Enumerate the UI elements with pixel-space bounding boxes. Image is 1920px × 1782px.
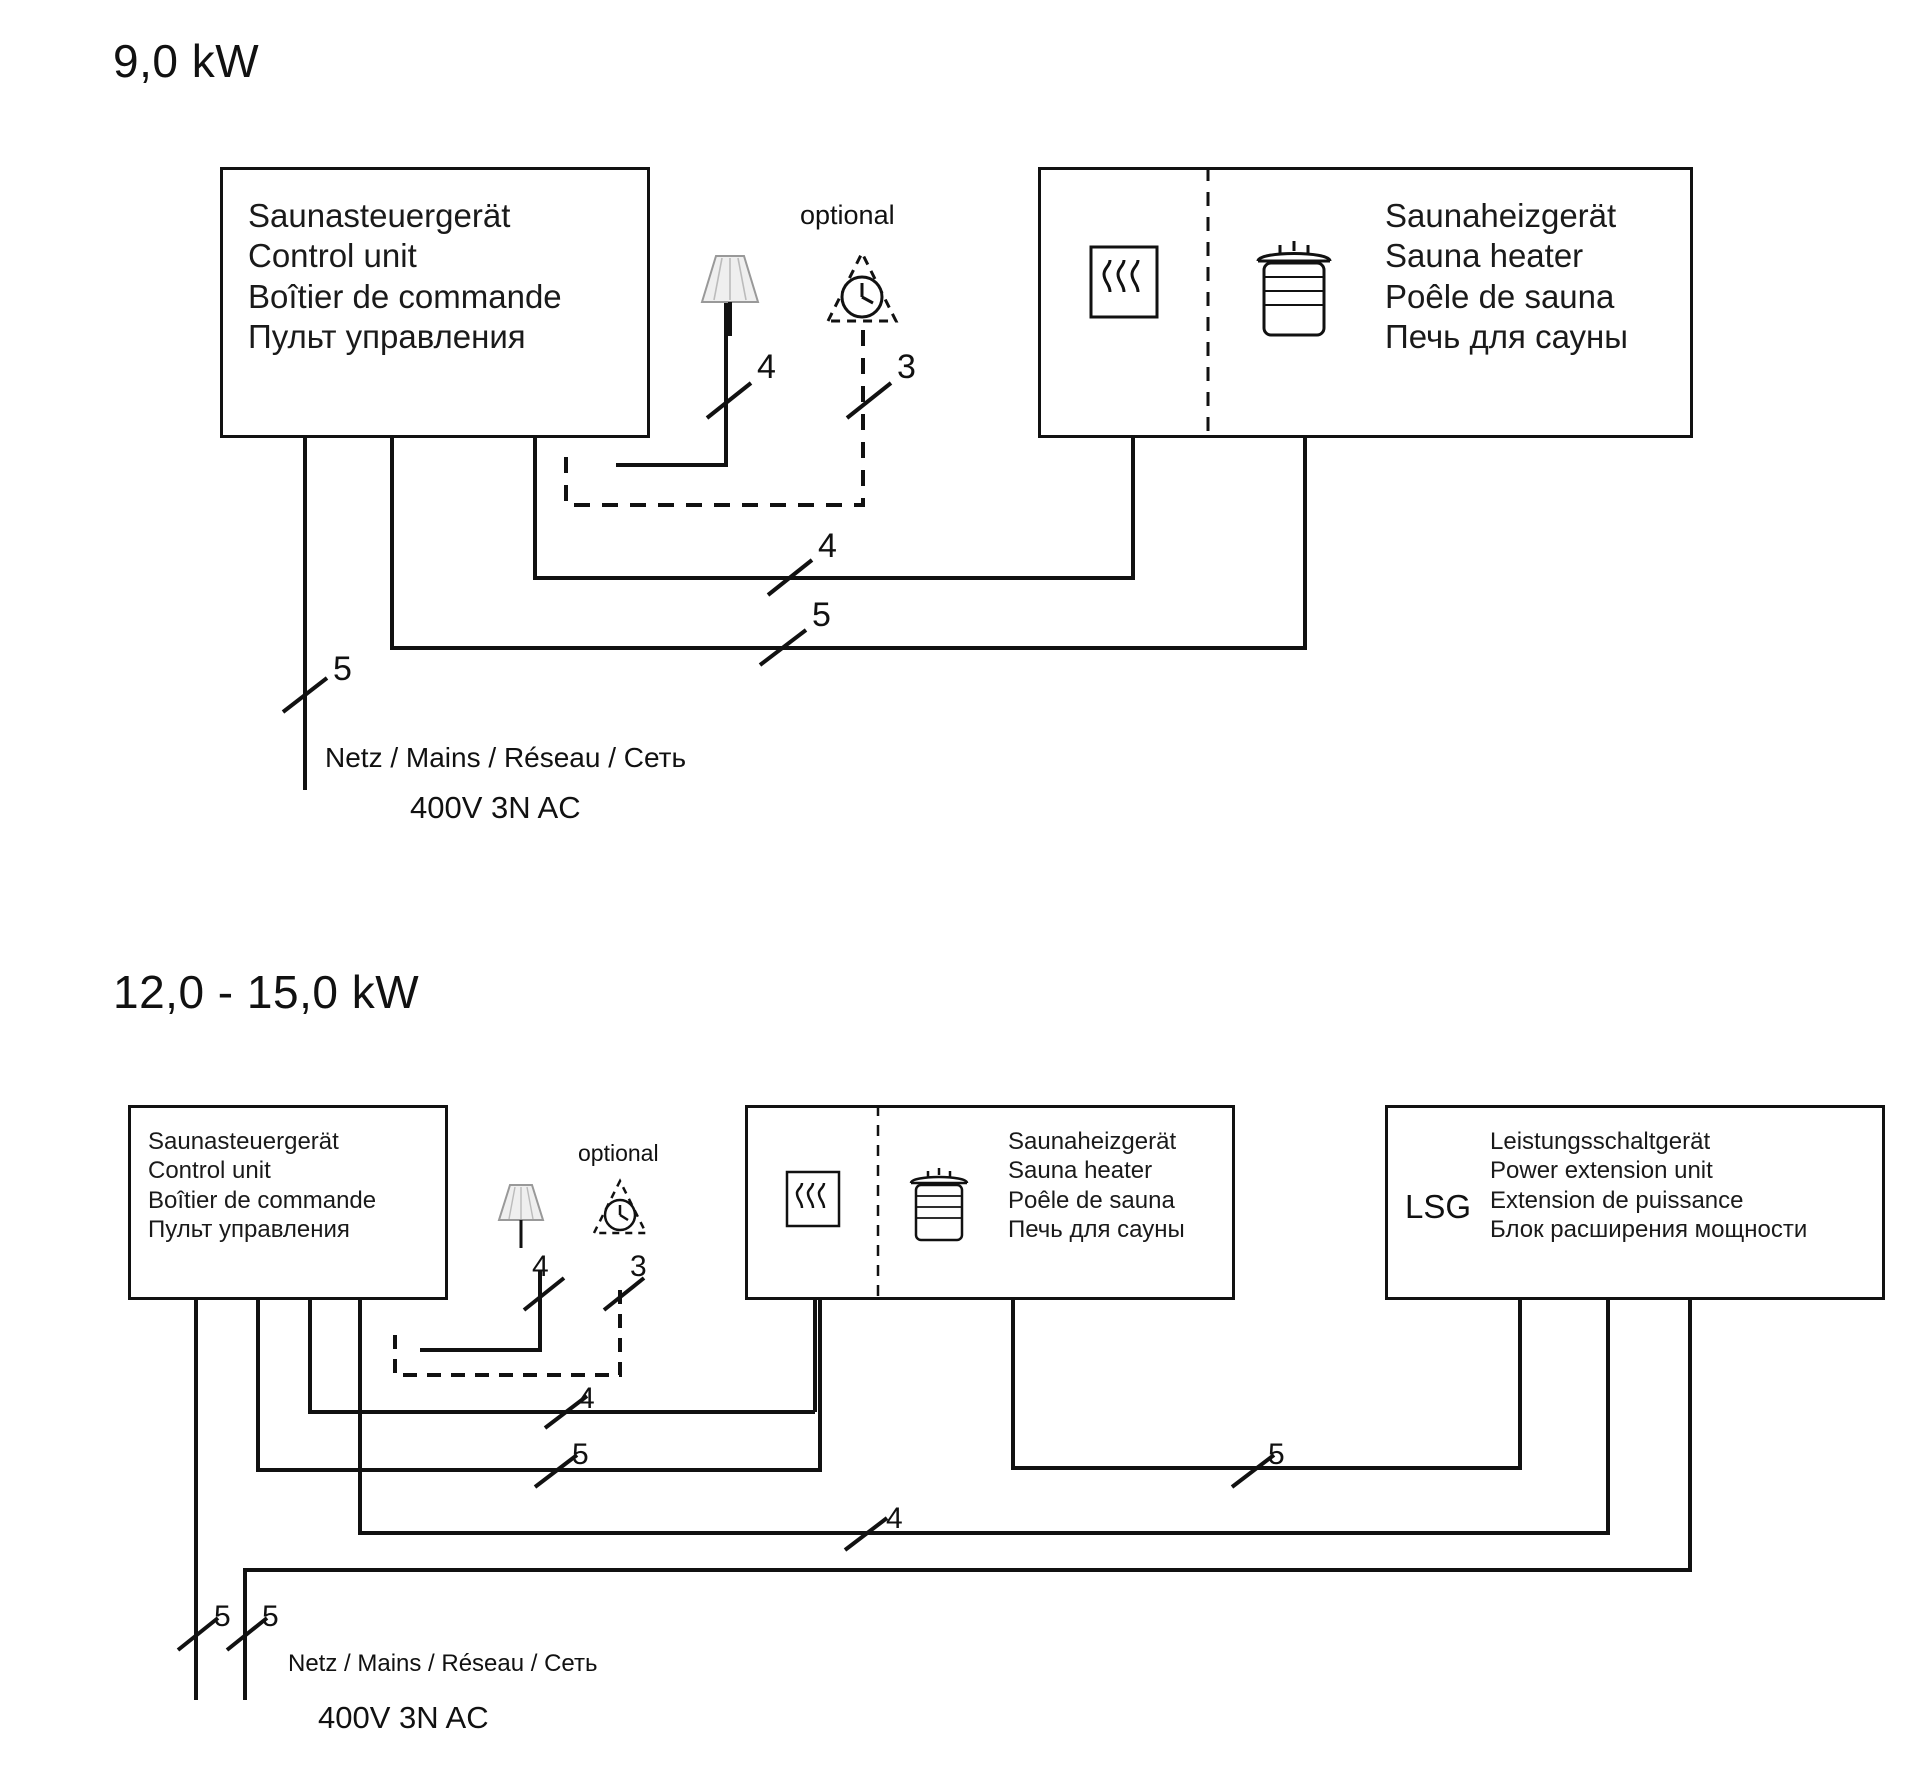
wire-label-5-mains-9kw: 5 bbox=[333, 650, 352, 688]
wire-label-5-heater-9kw: 5 bbox=[812, 596, 831, 634]
power-extension-unit-labels bbox=[1490, 1127, 1807, 1244]
wire-label-4-lsg-12kw: 4 bbox=[886, 1502, 903, 1535]
temperature-sensor-icon-12kw bbox=[588, 1175, 652, 1239]
wire-label-4-lamp-9kw: 4 bbox=[757, 348, 776, 386]
lamp-icon-12kw bbox=[490, 1180, 552, 1252]
control-unit-line-de: Saunasteuergerät bbox=[248, 197, 511, 234]
optional-label-9kw: optional bbox=[800, 200, 895, 230]
power-unit-line-de: Leistungsschaltgerät bbox=[1490, 1128, 1711, 1155]
control-unit-labels-9kw bbox=[248, 196, 562, 357]
wire-label-4-lamp-12kw: 4 bbox=[532, 1250, 549, 1283]
sauna-stones-icon-12kw bbox=[785, 1170, 841, 1228]
sauna-heater-icon bbox=[1250, 235, 1338, 340]
sauna-heater-icon-12kw bbox=[905, 1163, 973, 1243]
control-unit-line-ru: Пульт управления bbox=[248, 317, 526, 355]
mains-voltage-12kw: 400V 3N AC bbox=[318, 1700, 489, 1735]
control-unit-line-ru-2: Пульт управления bbox=[148, 1215, 350, 1243]
control-unit-labels-12kw bbox=[148, 1127, 376, 1244]
heater-line-ru: Печь для сауны bbox=[1385, 317, 1629, 355]
wire-label-4-heater-12kw: 4 bbox=[578, 1382, 595, 1415]
temperature-sensor-icon bbox=[820, 245, 904, 329]
control-unit-line-en-2: Control unit bbox=[148, 1157, 271, 1185]
power-unit-line-en: Power extension unit bbox=[1490, 1157, 1713, 1185]
power-extension-unit-abbr: LSG bbox=[1405, 1188, 1472, 1225]
wire-label-5-lsg-12kw: 5 bbox=[1268, 1438, 1285, 1471]
section-title-12-15kw: 12,0 - 15,0 kW bbox=[113, 966, 420, 1018]
control-unit-line-de-2: Saunasteuergerät bbox=[148, 1128, 339, 1155]
heater-line-fr-2: Poêle de sauna bbox=[1008, 1186, 1175, 1214]
wire-label-5-mains-b-12kw: 5 bbox=[262, 1600, 279, 1633]
heater-line-en-2: Sauna heater bbox=[1008, 1157, 1153, 1185]
heater-labels-9kw bbox=[1385, 196, 1628, 357]
wire-label-3-sensor-9kw: 3 bbox=[897, 348, 916, 386]
heater-line-de-2: Saunaheizgerät bbox=[1008, 1128, 1177, 1155]
power-unit-line-ru: Блок расширения мощности bbox=[1490, 1215, 1808, 1243]
section-title-9kw: 9,0 kW bbox=[113, 35, 260, 87]
control-unit-line-fr: Boîtier de commande bbox=[248, 277, 562, 315]
heater-line-de: Saunaheizgerät bbox=[1385, 197, 1617, 234]
sauna-stones-icon bbox=[1088, 244, 1160, 320]
wire-label-5-mains-a-12kw: 5 bbox=[214, 1600, 231, 1633]
mains-label-12kw: Netz / Mains / Réseau / Сеть bbox=[288, 1650, 598, 1677]
wire-label-3-sensor-12kw: 3 bbox=[630, 1250, 647, 1283]
power-unit-line-fr: Extension de puissance bbox=[1490, 1186, 1744, 1214]
wire-label-4-heater-9kw: 4 bbox=[818, 527, 837, 565]
wire-label-5-heater-12kw: 5 bbox=[572, 1438, 589, 1471]
heater-box-divider-12kw bbox=[875, 1105, 881, 1300]
heater-labels-12kw bbox=[1008, 1127, 1185, 1244]
optional-label-12kw: optional bbox=[578, 1140, 659, 1166]
heater-line-fr: Poêle de sauna bbox=[1385, 277, 1615, 315]
heater-line-ru-2: Печь для сауны bbox=[1008, 1215, 1185, 1243]
mains-label-9kw: Netz / Mains / Réseau / Сеть bbox=[325, 742, 687, 773]
control-unit-line-en: Control unit bbox=[248, 237, 417, 275]
heater-box-divider bbox=[1205, 167, 1211, 438]
control-unit-line-fr-2: Boîtier de commande bbox=[148, 1186, 377, 1214]
mains-voltage-9kw: 400V 3N AC bbox=[410, 790, 581, 825]
heater-line-en: Sauna heater bbox=[1385, 237, 1584, 275]
